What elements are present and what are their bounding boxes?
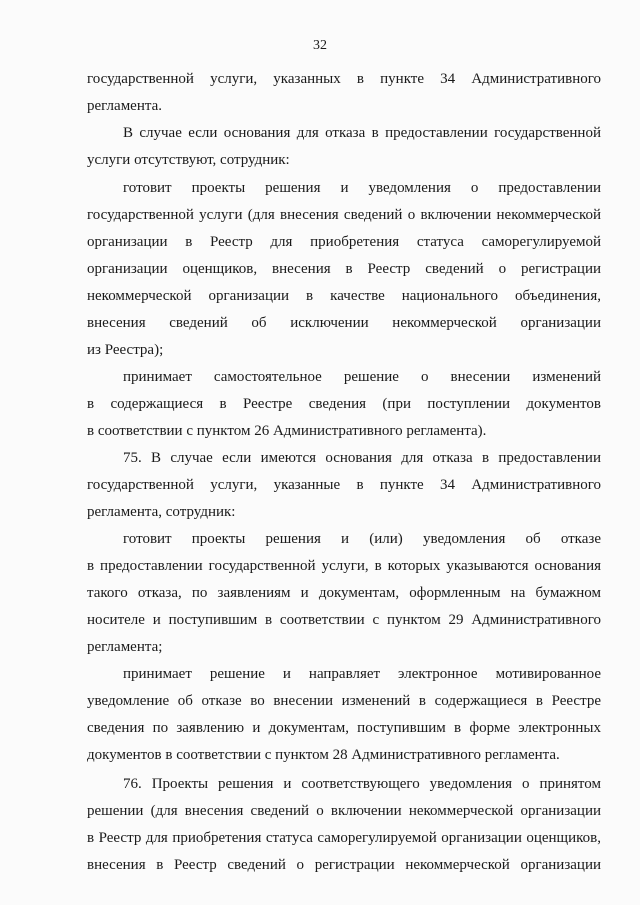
- text-line: организации в Реестр для приобретения статуса саморегулируемой: [87, 234, 601, 250]
- text-line: из Реестра);: [87, 342, 164, 358]
- text-line: готовит проекты решения и (или) уведомления об отказе: [123, 531, 601, 547]
- text-line: в предоставлении государственной услуги, в которых указываются основания: [87, 558, 601, 574]
- text-line: услуги отсутствуют, сотрудник:: [87, 152, 290, 168]
- text-line: регламента.: [87, 98, 163, 114]
- text-line: готовит проекты решения и уведомления о предоставлении: [123, 180, 601, 196]
- text-line: внесения сведений об исключении некоммерческой организации: [87, 315, 601, 331]
- text-line: государственной услуги (для внесения сведений о включении некоммерческой: [87, 207, 601, 223]
- text-line: носителе и поступившим в соответствии с пунктом 29 Административного: [87, 612, 601, 628]
- text-line: принимает решение и направляет электронное мотивированное: [123, 666, 601, 682]
- text-line: внесения в Реестр сведений о регистрации некоммерческой организации: [87, 857, 601, 873]
- text-line: решении (для внесения сведений о включении некоммерческой организации: [87, 803, 601, 819]
- text-line: государственной услуги, указанных в пункте 34 Административного: [87, 71, 601, 87]
- text-line: 75. В случае если имеются основания для отказа в предоставлении: [123, 450, 601, 466]
- text-line: 76. Проекты решения и соответствующего уведомления о принятом: [123, 776, 601, 792]
- text-line: регламента;: [87, 639, 163, 655]
- text-line: принимает самостоятельное решение о внесении изменений: [123, 369, 601, 385]
- text-line: государственной услуги, указанные в пункте 34 Административного: [87, 477, 601, 493]
- text-line: в содержащиеся в Реестре сведения (при поступлении документов: [87, 396, 601, 412]
- text-line: регламента, сотрудник:: [87, 504, 236, 520]
- text-line: уведомление об отказе во внесении изменений в содержащиеся в Реестре: [87, 693, 601, 709]
- text-line: такого отказа, по заявлениям и документам, оформленным на бумажном: [87, 585, 601, 601]
- page-number: 32: [313, 38, 327, 53]
- text-line: в соответствии с пунктом 26 Административного регламента).: [87, 423, 487, 439]
- text-line: некоммерческой организации в качестве национального объединения,: [87, 288, 601, 304]
- text-line: документов в соответствии с пунктом 28 Административного регламента.: [87, 747, 560, 763]
- text-line: В случае если основания для отказа в предоставлении государственной: [123, 125, 601, 141]
- text-line: организации оценщиков, внесения в Реестр сведений о регистрации: [87, 261, 601, 277]
- text-line: сведения по заявлению и документам, поступившим в форме электронных: [87, 720, 601, 736]
- text-line: в Реестр для приобретения статуса саморегулируемой организации оценщиков,: [87, 830, 601, 846]
